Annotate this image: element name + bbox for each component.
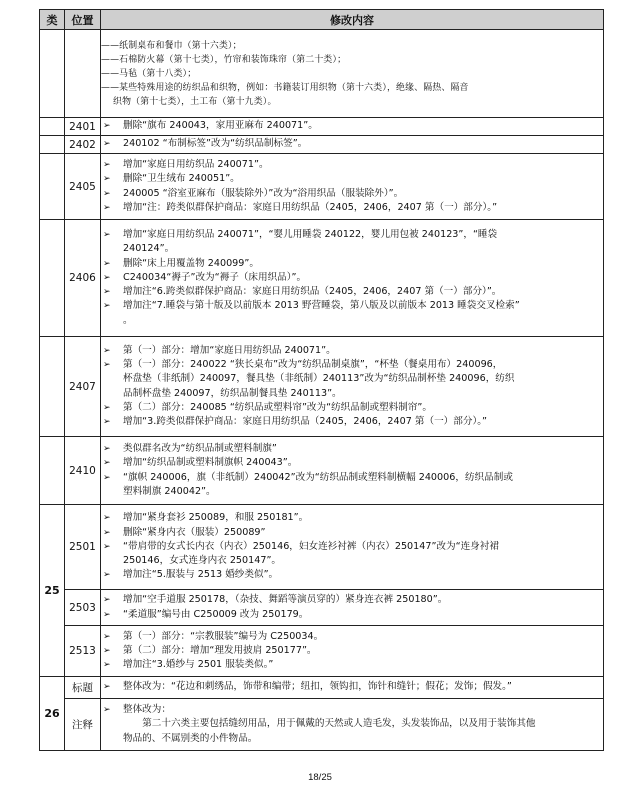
change-item: ➢ 增加注“6.跨类似群保护商品：家庭日用纺织品（2405，2406，2407 第（一）部分）”。 — [101, 285, 603, 299]
row-2405 — [40, 154, 604, 220]
change-item-continuation: 。 — [123, 314, 133, 326]
cont-line: ——石棉防火幕（第十七类），竹帘和装饰珠帘（第二十类）； — [101, 54, 347, 65]
bullet-icon: ➢ — [103, 345, 111, 356]
change-item-continuation: 杯盘垫（非纸制）240097，餐具垫（非纸制）240113”改为“纺织品制杯垫 240096，纺织 — [123, 373, 515, 385]
position-2407: 2407 — [65, 337, 101, 437]
note-body-line: 第二十六类主要包括缝纫用品，用于佩戴的天然或人造毛发，头发装饰品，以及用于装饰其他 — [142, 718, 536, 730]
page-number: 18/25 — [308, 772, 332, 783]
change-item: ➢ 增加“注：跨类似群保护商品：家庭日用纺织品（2405，2406，2407 第（一）部分）。” — [101, 201, 603, 215]
row-2406 — [40, 220, 604, 337]
change-item-continuation: 品制杯盘垫 240097，纺织品制餐具垫 240113”。 — [123, 387, 342, 399]
change-item: ➢ 增加“纺织品制或塑料制旗帜 240043”。 — [101, 456, 603, 470]
cont-line: ——马毡（第十八类）； — [101, 68, 197, 79]
bullet-icon: ➢ — [103, 258, 111, 269]
bullet-icon: ➢ — [103, 660, 111, 671]
bullet-icon: ➢ — [103, 188, 111, 199]
row-2513 — [40, 626, 604, 677]
position-title: 标题 — [65, 677, 101, 699]
row-2501 — [40, 505, 604, 590]
row-26-note — [40, 699, 604, 751]
change-item: ➢ 增加注“7.睡袋与第十版及以前版本 2013 野营睡袋，第八版及以前版本 2013 睡袋交叉检索” — [101, 299, 603, 313]
change-item: ➢ 增加“3.跨类似群保护商品：家庭日用纺织品（2405，2406，2407 第（一）部分）。” — [101, 415, 603, 429]
change-item: ➢ 增加“空手道服 250178，（杂技、舞蹈等演员穿的）紧身连衣裤 250180”。 — [101, 593, 603, 607]
position-2513: 2513 — [65, 626, 101, 677]
change-item: ➢ 类似群名改为“纺织品制或塑料制旗” — [101, 442, 603, 456]
bullet-icon: ➢ — [103, 160, 111, 171]
change-item: ➢ 增加注“5.服装与 2513 婚纱类似”。 — [101, 568, 603, 582]
bullet-icon: ➢ — [103, 682, 111, 693]
continuation-content — [101, 30, 604, 118]
pos-cell-empty — [65, 30, 101, 118]
position-2405: 2405 — [65, 154, 101, 220]
change-item: ➢ 第（一）部分：“宗教服装”编号为 C250034。 — [101, 630, 603, 644]
continuation-row — [40, 30, 604, 118]
change-item: ➢ “柔道服”编号由 C250009 改为 250179。 — [101, 608, 603, 622]
bullet-icon: ➢ — [103, 272, 111, 283]
bullet-icon: ➢ — [103, 527, 111, 538]
change-item-continuation: 塑料制旗 240042”。 — [123, 485, 216, 497]
bullet-icon: ➢ — [103, 444, 111, 455]
change-item-continuation: 240124”。 — [123, 243, 175, 255]
change-item: ➢ 增加注“3.婚纱与 2501 服装类似。” — [101, 658, 603, 672]
bullet-icon: ➢ — [103, 513, 111, 524]
bullet-icon: ➢ — [103, 645, 111, 656]
bullet-icon: ➢ — [103, 541, 111, 552]
cont-line: 织物（第十七类），土工布（第十九类）。 — [113, 96, 277, 107]
change-item: ➢ 整体改为：“花边和刺绣品，饰带和编带；纽扣，领钩扣，饰针和缝针；假花；发饰；假发。” — [101, 680, 603, 694]
bullet-icon: ➢ — [103, 402, 111, 413]
position-2503: 2503 — [65, 590, 101, 626]
bullet-icon: ➢ — [103, 458, 111, 469]
cat-cell-empty — [40, 30, 65, 118]
row-2503 — [40, 590, 604, 626]
change-item: ➢ 删除“床上用覆盖物 240099”。 — [101, 257, 603, 271]
position-2501: 2501 — [65, 505, 101, 590]
bullet-icon: ➢ — [103, 287, 111, 298]
bullet-icon: ➢ — [103, 360, 111, 371]
cont-line: ——某些特殊用途的纺织品和织物，例如：书籍装订用织物（第十六类），绝缘、隔热、隔音 — [101, 82, 469, 93]
bullet-icon: ➢ — [103, 139, 111, 150]
row-26-title — [40, 677, 604, 699]
change-item: ➢ 240005 “浴室亚麻布（服装除外）”改为“浴用织品（服装除外）”。 — [101, 187, 603, 201]
change-item: ➢ 240102 “布制标签”改为“纺织品制标签”。 — [101, 137, 603, 151]
bullet-icon: ➢ — [103, 416, 111, 427]
change-item: ➢ 第（一）部分：240022 “狭长桌布”改为“纺织品制桌旗”，“杯垫（餐桌用布）240096， — [101, 358, 603, 372]
bullet-icon: ➢ — [103, 631, 111, 642]
change-item: ➢ “旗帜 240006，旗（非纸制）240042”改为“纺织品制或塑料制横幅 240006，纺织品制或 — [101, 471, 603, 485]
change-item: ➢ 增加“家庭日用纺织品 240071”。 — [101, 158, 603, 172]
bullet-icon: ➢ — [103, 595, 111, 606]
change-item: ➢ 第（一）部分：增加“家庭日用纺织品 240071”。 — [101, 344, 603, 358]
change-item-continuation: 250146，女式连身内衣 250147”。 — [123, 555, 282, 567]
change-item: ➢ 第（二）部分：240085 “纺织品或塑料帘”改为“纺织品制或塑料制帘”。 — [101, 401, 603, 415]
header-cat: 类 — [40, 10, 65, 30]
bullet-icon: ➢ — [103, 202, 111, 213]
bullet-icon: ➢ — [103, 705, 111, 716]
bullet-icon: ➢ — [103, 570, 111, 581]
position-2406: 2406 — [65, 220, 101, 337]
change-item: ➢ 删除“卫生绒布 240051”。 — [101, 172, 603, 186]
category-26: 26 — [40, 677, 65, 751]
row-2410 — [40, 437, 604, 505]
change-item: ➢ 增加“紧身套衫 250089，和服 250181”。 — [101, 511, 603, 525]
category-25: 25 — [40, 505, 65, 677]
change-item: ➢ 删除“旗布 240043，家用亚麻布 240071”。 — [101, 119, 603, 133]
row-2407 — [40, 337, 604, 437]
header-row — [40, 10, 604, 30]
header-pos: 位置 — [65, 10, 101, 30]
change-item: ➢ 删除“紧身内衣（服装）250089” — [101, 526, 603, 540]
bullet-icon: ➢ — [103, 121, 111, 132]
row-2402 — [40, 136, 604, 154]
row-2401 — [40, 118, 604, 136]
note-body-line: 物品的、不属别类的小件物品。 — [123, 732, 258, 744]
bullet-icon: ➢ — [103, 230, 111, 241]
bullet-icon: ➢ — [103, 609, 111, 620]
change-item: ➢ 增加“家庭日用纺织品 240071”，“婴儿用睡袋 240122，婴儿用包被 240123”，“睡袋 — [101, 228, 603, 242]
change-item: ➢ 整体改为： — [101, 703, 603, 717]
bullet-icon: ➢ — [103, 472, 111, 483]
position-note: 注释 — [65, 699, 101, 751]
cont-line: ——纸制桌布和餐巾（第十六类）； — [101, 40, 242, 51]
position-2401: 2401 — [65, 118, 101, 136]
bullet-icon: ➢ — [103, 174, 111, 185]
header-content: 修改内容 — [101, 10, 604, 30]
change-item: ➢ “带肩带的女式长内衣（内衣）250146，妇女连衫衬裤（内衣）250147”改为“连身衬裙 — [101, 540, 603, 554]
change-item: ➢ C240034“褥子”改为“褥子（床用织品）”。 — [101, 271, 603, 285]
position-2402: 2402 — [65, 136, 101, 154]
amendment-table — [39, 9, 604, 751]
change-item: ➢ 第（二）部分：增加“理发用披肩 250177”。 — [101, 644, 603, 658]
position-2410: 2410 — [65, 437, 101, 505]
bullet-icon: ➢ — [103, 301, 111, 312]
